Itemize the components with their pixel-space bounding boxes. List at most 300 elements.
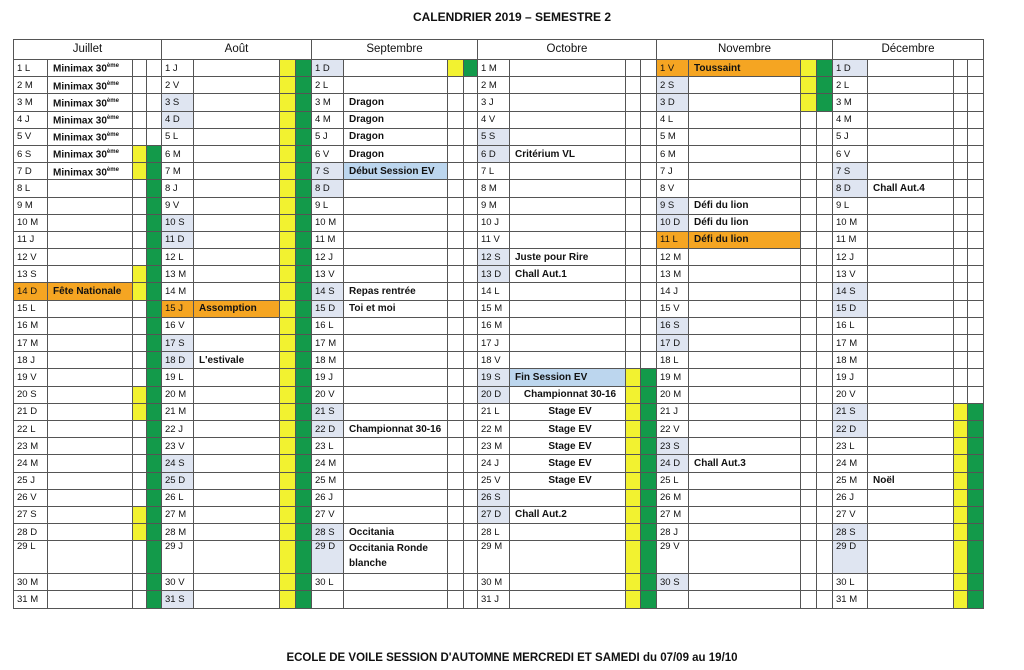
day-cell: 23 S — [657, 438, 689, 455]
calendar-row — [14, 163, 984, 180]
day-cell: 9 M — [478, 197, 510, 214]
yellow-marker — [801, 591, 817, 608]
yellow-marker — [133, 455, 147, 472]
day-cell: 27 D — [478, 506, 510, 523]
calendar-row — [14, 541, 984, 574]
yellow-marker — [954, 524, 968, 541]
day-cell: 10 M — [833, 214, 868, 231]
day-cell: 11 D — [162, 231, 194, 248]
day-cell: 22 M — [478, 420, 510, 437]
green-marker — [464, 386, 478, 403]
yellow-marker — [626, 386, 641, 403]
day-cell: 5 J — [833, 128, 868, 145]
event-cell: Défi du lion — [689, 231, 801, 248]
yellow-marker — [626, 524, 641, 541]
event-cell — [194, 506, 280, 523]
day-cell: 2 L — [312, 77, 344, 94]
day-cell: 18 M — [312, 352, 344, 369]
event-cell — [194, 266, 280, 283]
event-cell — [868, 60, 954, 77]
day-cell: 15 D — [312, 300, 344, 317]
yellow-marker — [133, 163, 147, 180]
yellow-marker — [626, 163, 641, 180]
event-cell — [48, 524, 133, 541]
yellow-marker — [280, 111, 296, 128]
event-cell — [344, 574, 448, 591]
event-cell: Fin Session EV — [510, 369, 626, 386]
day-cell: 21 M — [162, 403, 194, 420]
green-marker — [296, 180, 312, 197]
green-marker — [464, 283, 478, 300]
day-cell: 21 S — [312, 403, 344, 420]
event-cell — [689, 317, 801, 334]
yellow-marker — [133, 369, 147, 386]
day-cell: 11 J — [14, 231, 48, 248]
day-cell: 5 V — [14, 128, 48, 145]
green-marker — [641, 283, 657, 300]
yellow-marker — [133, 111, 147, 128]
event-cell — [868, 317, 954, 334]
day-cell: 2 M — [478, 77, 510, 94]
event-cell — [689, 335, 801, 352]
event-cell: Stage EV — [510, 438, 626, 455]
calendar-row — [14, 335, 984, 352]
green-marker — [641, 591, 657, 608]
green-marker — [296, 506, 312, 523]
event-cell — [48, 369, 133, 386]
green-marker — [641, 524, 657, 541]
event-cell — [194, 163, 280, 180]
green-marker — [968, 403, 984, 420]
event-cell — [194, 249, 280, 266]
event-cell — [194, 111, 280, 128]
event-cell: Occitania — [344, 524, 448, 541]
green-marker — [464, 231, 478, 248]
green-marker — [296, 231, 312, 248]
day-cell: 6 M — [657, 145, 689, 162]
event-cell — [689, 489, 801, 506]
day-cell: 29 L — [14, 541, 48, 574]
green-marker — [147, 214, 162, 231]
event-cell — [510, 128, 626, 145]
day-cell: 31 J — [478, 591, 510, 608]
event-cell — [194, 283, 280, 300]
yellow-marker — [954, 472, 968, 489]
day-cell: 17 D — [657, 335, 689, 352]
event-cell — [510, 317, 626, 334]
day-cell: 6 M — [162, 145, 194, 162]
green-marker — [296, 283, 312, 300]
green-marker — [968, 472, 984, 489]
yellow-marker — [626, 266, 641, 283]
event-cell — [48, 506, 133, 523]
day-cell: 3 M — [14, 94, 48, 111]
yellow-marker — [954, 317, 968, 334]
day-cell: 17 J — [478, 335, 510, 352]
yellow-marker — [280, 524, 296, 541]
day-cell: 27 V — [312, 506, 344, 523]
calendar-row — [14, 506, 984, 523]
green-marker — [147, 145, 162, 162]
green-marker — [147, 574, 162, 591]
day-cell: 22 D — [833, 420, 868, 437]
green-marker — [968, 145, 984, 162]
green-marker — [817, 506, 833, 523]
event-cell — [868, 111, 954, 128]
day-cell: 1 J — [162, 60, 194, 77]
event-cell — [689, 163, 801, 180]
event-cell — [510, 180, 626, 197]
green-marker — [296, 352, 312, 369]
green-marker — [296, 489, 312, 506]
month-header-5: Décembre — [833, 40, 984, 60]
day-cell: 19 S — [478, 369, 510, 386]
day-cell: 30 M — [14, 574, 48, 591]
green-marker — [296, 591, 312, 608]
day-cell: 31 M — [833, 591, 868, 608]
event-cell — [194, 60, 280, 77]
yellow-marker — [954, 420, 968, 437]
event-cell — [868, 145, 954, 162]
green-marker — [968, 77, 984, 94]
event-cell — [510, 94, 626, 111]
green-marker — [641, 541, 657, 574]
event-cell — [510, 60, 626, 77]
event-cell: L'estivale — [194, 352, 280, 369]
day-cell: 16 L — [312, 317, 344, 334]
event-cell — [689, 403, 801, 420]
yellow-marker — [133, 524, 147, 541]
yellow-marker — [133, 283, 147, 300]
footer-note: ECOLE DE VOILE SESSION D'AUTOMNE MERCREDI ET SAMEDI du 07/09 au 19/10 — [286, 652, 738, 664]
calendar-row — [14, 60, 984, 77]
day-cell: 26 J — [312, 489, 344, 506]
day-cell: 19 J — [833, 369, 868, 386]
event-cell: Minimax 30ème — [48, 111, 133, 128]
green-marker — [968, 266, 984, 283]
yellow-marker — [801, 541, 817, 574]
green-marker — [147, 524, 162, 541]
yellow-marker — [280, 266, 296, 283]
green-marker — [147, 249, 162, 266]
yellow-marker — [954, 266, 968, 283]
green-marker — [968, 591, 984, 608]
yellow-marker — [280, 574, 296, 591]
yellow-marker — [954, 180, 968, 197]
day-cell: 7 D — [14, 163, 48, 180]
event-cell — [868, 163, 954, 180]
green-marker — [296, 524, 312, 541]
green-marker — [296, 472, 312, 489]
event-cell: Dragon — [344, 94, 448, 111]
day-cell: 5 L — [162, 128, 194, 145]
green-marker — [296, 163, 312, 180]
event-cell: Minimax 30ème — [48, 60, 133, 77]
event-cell — [868, 591, 954, 608]
day-cell: 14 S — [833, 283, 868, 300]
green-marker — [296, 249, 312, 266]
yellow-marker — [626, 300, 641, 317]
yellow-marker — [448, 249, 464, 266]
event-cell: Minimax 30ème — [48, 163, 133, 180]
event-cell — [48, 266, 133, 283]
event-cell — [868, 455, 954, 472]
event-cell — [689, 352, 801, 369]
day-cell: 21 S — [833, 403, 868, 420]
event-cell — [868, 506, 954, 523]
green-marker — [147, 111, 162, 128]
calendar-row — [14, 128, 984, 145]
day-cell: 1 D — [312, 60, 344, 77]
day-cell: 17 M — [312, 335, 344, 352]
day-cell: 20 M — [657, 386, 689, 403]
yellow-marker — [801, 145, 817, 162]
day-cell: 28 L — [478, 524, 510, 541]
event-cell — [689, 300, 801, 317]
event-cell — [868, 386, 954, 403]
green-marker — [641, 60, 657, 77]
day-cell: 9 V — [162, 197, 194, 214]
green-marker — [641, 438, 657, 455]
event-cell: Défi du lion — [689, 214, 801, 231]
yellow-marker — [133, 145, 147, 162]
event-cell — [868, 249, 954, 266]
green-marker — [147, 283, 162, 300]
green-marker — [147, 386, 162, 403]
green-marker — [296, 111, 312, 128]
day-cell: 15 D — [833, 300, 868, 317]
green-marker — [641, 335, 657, 352]
green-marker — [817, 231, 833, 248]
yellow-marker — [954, 438, 968, 455]
yellow-marker — [280, 197, 296, 214]
event-cell: Chall Aut.3 — [689, 455, 801, 472]
yellow-marker — [801, 403, 817, 420]
event-cell — [868, 94, 954, 111]
day-cell: 10 D — [657, 214, 689, 231]
yellow-marker — [448, 335, 464, 352]
day-cell: 3 J — [478, 94, 510, 111]
yellow-marker — [626, 455, 641, 472]
green-marker — [147, 317, 162, 334]
green-marker — [968, 352, 984, 369]
day-cell: 10 S — [162, 214, 194, 231]
day-cell: 2 L — [833, 77, 868, 94]
yellow-marker — [448, 300, 464, 317]
event-cell: Stage EV — [510, 420, 626, 437]
day-cell: 13 M — [657, 266, 689, 283]
yellow-marker — [626, 60, 641, 77]
day-cell: 23 M — [478, 438, 510, 455]
green-marker — [464, 574, 478, 591]
green-marker — [641, 111, 657, 128]
day-cell: 7 M — [162, 163, 194, 180]
event-cell — [194, 231, 280, 248]
day-cell: 4 J — [14, 111, 48, 128]
green-marker — [464, 317, 478, 334]
yellow-marker — [801, 369, 817, 386]
calendar-row — [14, 317, 984, 334]
green-marker — [464, 77, 478, 94]
yellow-marker — [133, 438, 147, 455]
day-cell: 19 V — [14, 369, 48, 386]
green-marker — [147, 352, 162, 369]
event-cell: Championnat 30-16 — [344, 420, 448, 437]
day-cell: 30 V — [162, 574, 194, 591]
yellow-marker — [801, 317, 817, 334]
day-cell: 8 D — [312, 180, 344, 197]
event-cell — [868, 369, 954, 386]
yellow-marker — [626, 283, 641, 300]
event-cell — [868, 438, 954, 455]
day-cell: 17 S — [162, 335, 194, 352]
event-cell: Stage EV — [510, 455, 626, 472]
day-cell: 17 M — [833, 335, 868, 352]
event-cell — [194, 574, 280, 591]
yellow-marker — [280, 180, 296, 197]
yellow-marker — [801, 420, 817, 437]
yellow-marker — [448, 111, 464, 128]
yellow-marker — [133, 249, 147, 266]
yellow-marker — [954, 77, 968, 94]
day-cell: 20 V — [833, 386, 868, 403]
event-cell — [48, 541, 133, 574]
day-cell: 22 J — [162, 420, 194, 437]
green-marker — [817, 163, 833, 180]
yellow-marker — [626, 420, 641, 437]
yellow-marker — [954, 231, 968, 248]
event-cell — [48, 352, 133, 369]
yellow-marker — [801, 472, 817, 489]
green-marker — [147, 591, 162, 608]
green-marker — [817, 249, 833, 266]
event-cell — [868, 214, 954, 231]
day-cell: 9 M — [14, 197, 48, 214]
green-marker — [296, 266, 312, 283]
event-cell — [344, 180, 448, 197]
day-cell: 21 J — [657, 403, 689, 420]
day-cell: 29 M — [478, 541, 510, 574]
event-cell — [689, 94, 801, 111]
day-cell: 17 M — [14, 335, 48, 352]
event-cell — [868, 128, 954, 145]
event-cell — [48, 403, 133, 420]
green-marker — [968, 214, 984, 231]
green-marker — [817, 524, 833, 541]
green-marker — [641, 574, 657, 591]
green-marker — [641, 77, 657, 94]
day-cell: 8 V — [657, 180, 689, 197]
yellow-marker — [280, 369, 296, 386]
green-marker — [464, 60, 478, 77]
event-cell — [344, 403, 448, 420]
day-cell: 11 V — [478, 231, 510, 248]
event-cell: Noël — [868, 472, 954, 489]
green-marker — [464, 94, 478, 111]
yellow-marker — [626, 472, 641, 489]
day-cell: 2 V — [162, 77, 194, 94]
calendar-row — [14, 472, 984, 489]
day-cell: 29 V — [657, 541, 689, 574]
month-header-0: Juillet — [14, 40, 162, 60]
green-marker — [817, 420, 833, 437]
green-marker — [641, 386, 657, 403]
green-marker — [641, 128, 657, 145]
green-marker — [464, 249, 478, 266]
yellow-marker — [448, 163, 464, 180]
green-marker — [296, 438, 312, 455]
yellow-marker — [448, 128, 464, 145]
event-cell — [689, 438, 801, 455]
yellow-marker — [133, 180, 147, 197]
event-cell: Minimax 30ème — [48, 128, 133, 145]
yellow-marker — [801, 489, 817, 506]
event-cell: Toi et moi — [344, 300, 448, 317]
event-cell: Fête Nationale — [48, 283, 133, 300]
month-header-row — [14, 40, 984, 60]
event-cell — [194, 524, 280, 541]
green-marker — [968, 455, 984, 472]
event-cell: Juste pour Rire — [510, 249, 626, 266]
yellow-marker — [801, 455, 817, 472]
day-cell: 16 M — [14, 317, 48, 334]
event-cell — [344, 197, 448, 214]
event-cell — [868, 403, 954, 420]
yellow-marker — [626, 335, 641, 352]
yellow-marker — [133, 420, 147, 437]
green-marker — [296, 214, 312, 231]
event-cell: Chall Aut.4 — [868, 180, 954, 197]
yellow-marker — [448, 386, 464, 403]
green-marker — [464, 335, 478, 352]
yellow-marker — [626, 249, 641, 266]
green-marker — [147, 77, 162, 94]
event-cell — [344, 386, 448, 403]
day-cell: 10 M — [14, 214, 48, 231]
yellow-marker — [280, 60, 296, 77]
yellow-marker — [448, 591, 464, 608]
yellow-marker — [280, 506, 296, 523]
yellow-marker — [280, 489, 296, 506]
event-cell — [194, 591, 280, 608]
event-cell: Occitania Ronde blanche — [344, 541, 448, 574]
green-marker — [968, 317, 984, 334]
day-cell: 16 L — [833, 317, 868, 334]
yellow-marker — [280, 335, 296, 352]
green-marker — [147, 455, 162, 472]
event-cell — [689, 266, 801, 283]
day-cell: 19 L — [162, 369, 194, 386]
event-cell — [689, 574, 801, 591]
yellow-marker — [626, 231, 641, 248]
calendar-row — [14, 249, 984, 266]
calendar-row — [14, 369, 984, 386]
day-cell: 25 L — [657, 472, 689, 489]
green-marker — [296, 386, 312, 403]
yellow-marker — [626, 77, 641, 94]
day-cell: 15 M — [478, 300, 510, 317]
green-marker — [968, 438, 984, 455]
green-marker — [817, 111, 833, 128]
day-cell: 27 S — [14, 506, 48, 523]
day-cell: 24 M — [312, 455, 344, 472]
day-cell: 2 M — [14, 77, 48, 94]
yellow-marker — [954, 541, 968, 574]
green-marker — [817, 197, 833, 214]
event-cell — [194, 541, 280, 574]
event-cell — [194, 197, 280, 214]
day-cell: 19 J — [312, 369, 344, 386]
